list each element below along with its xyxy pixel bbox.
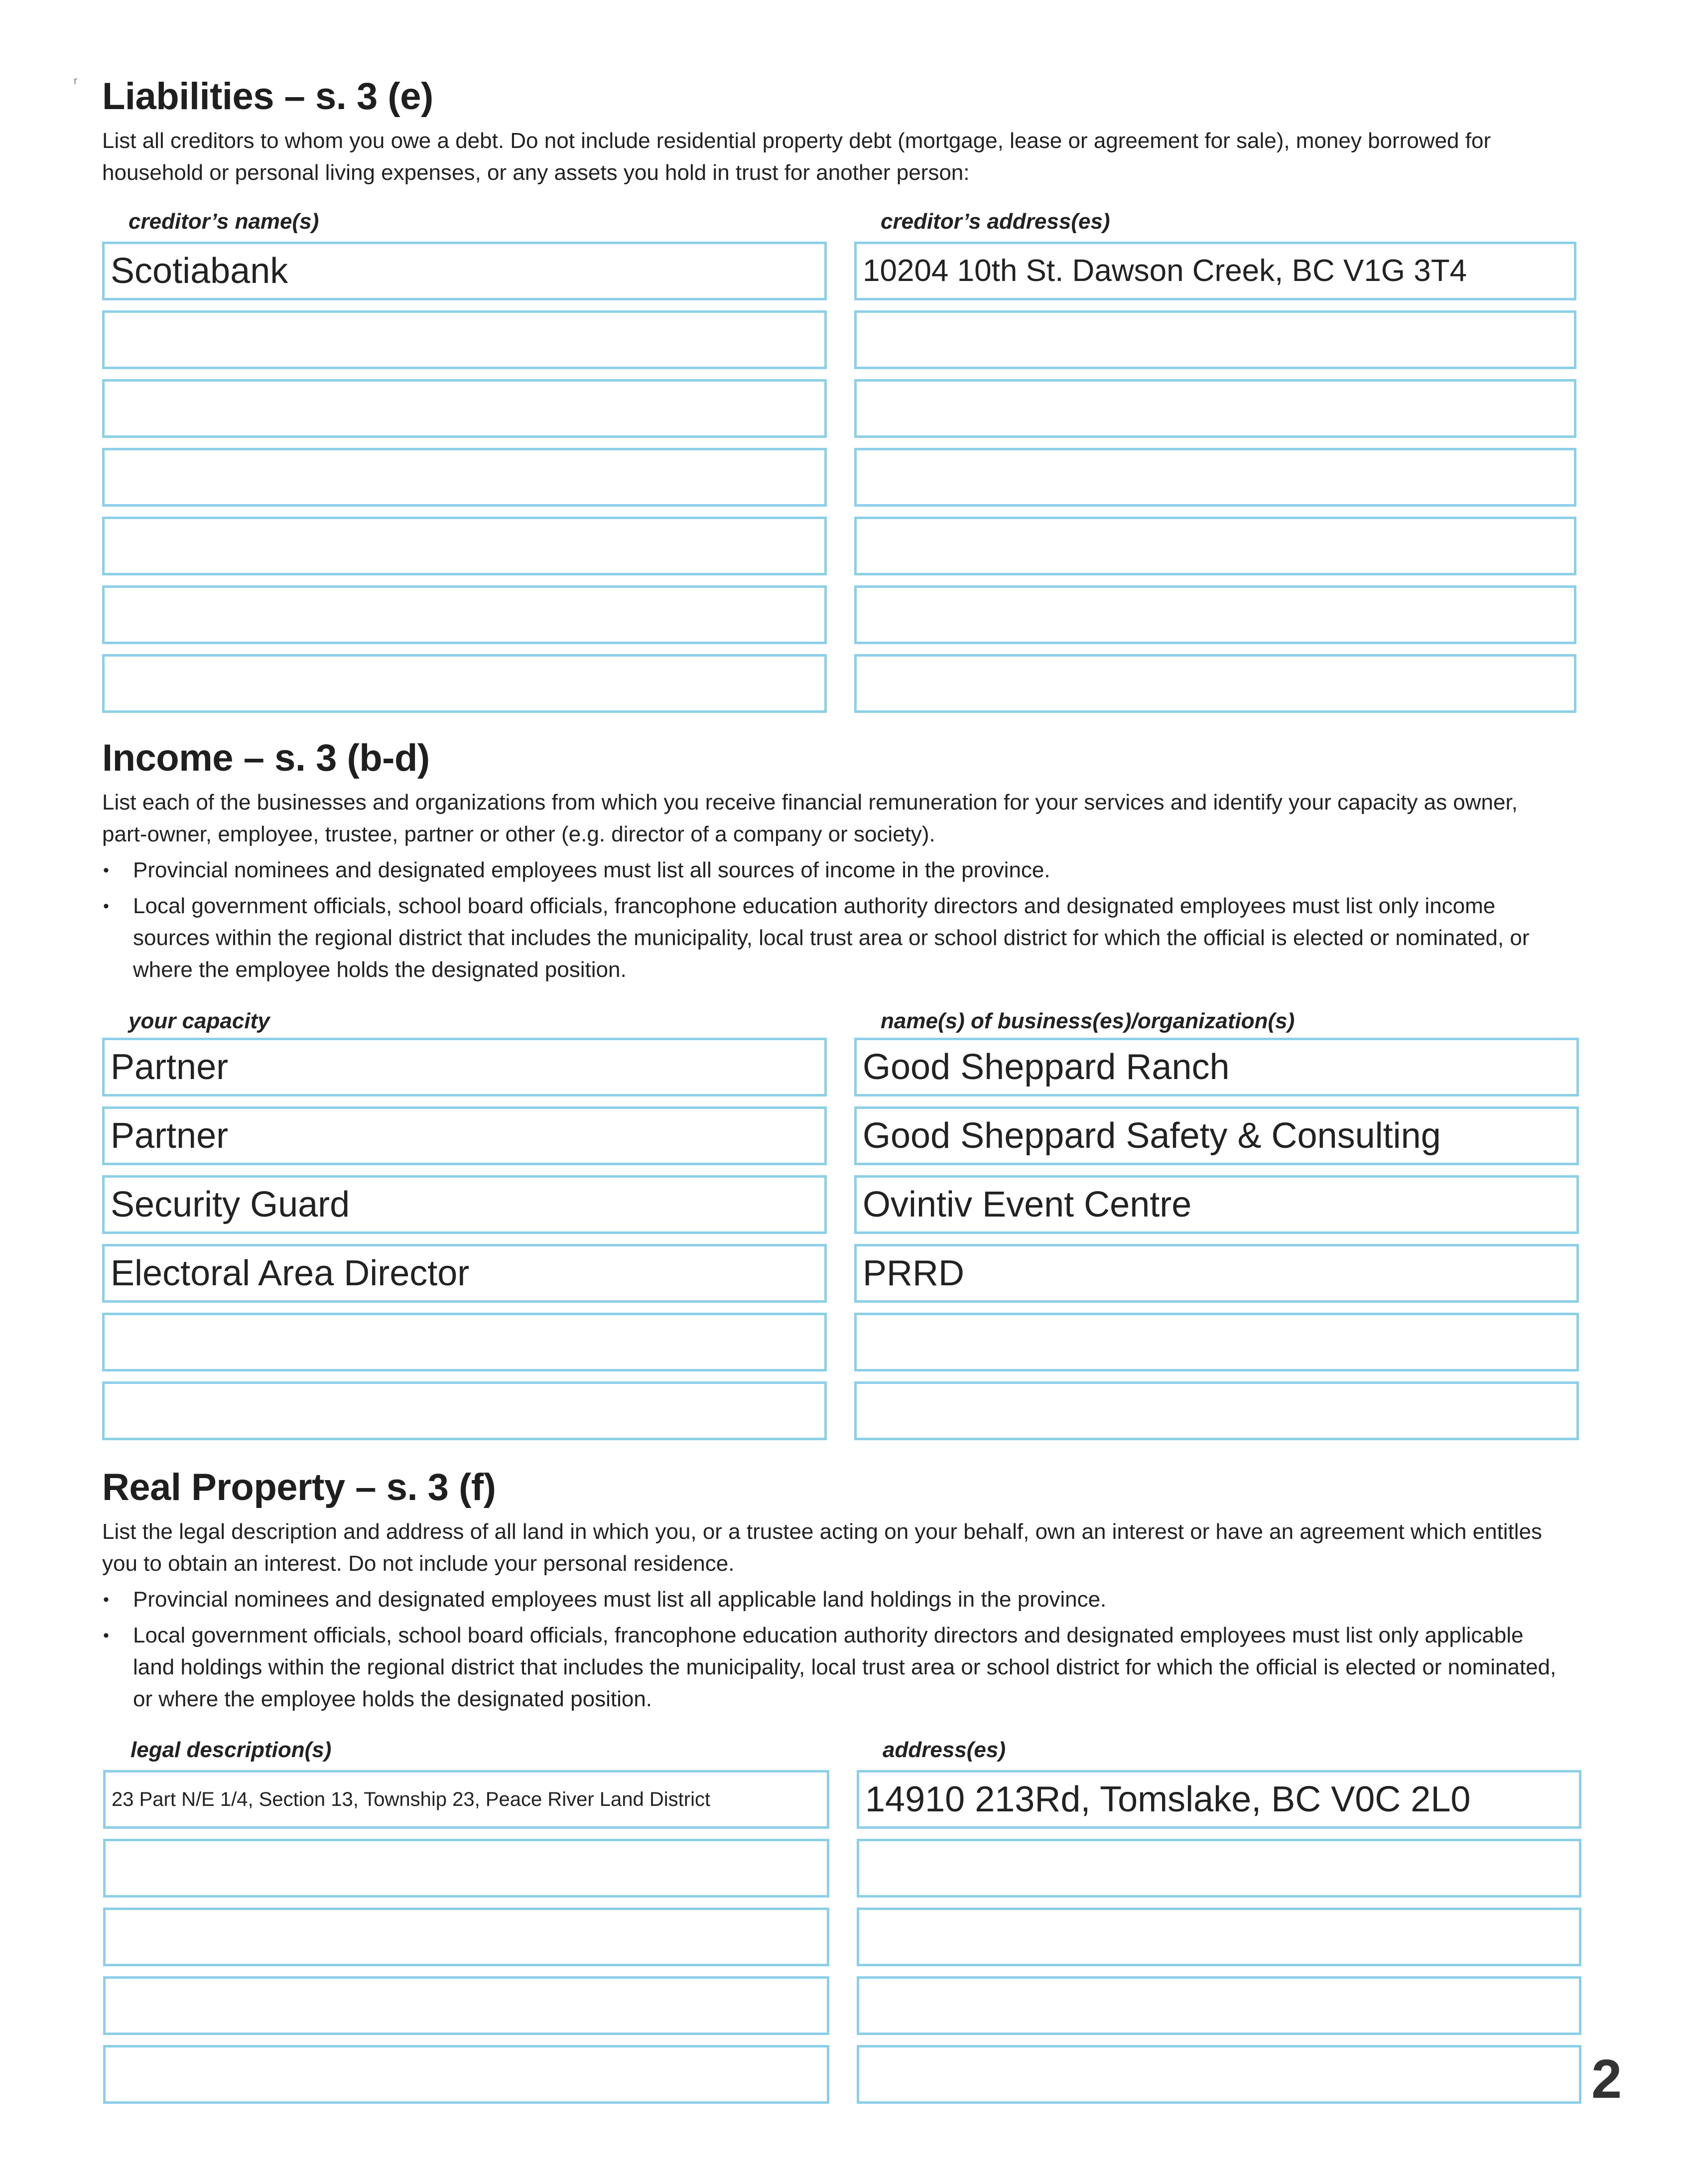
creditor-name-field[interactable] [102, 310, 827, 369]
organization-field[interactable] [854, 1381, 1579, 1440]
legal-description-field[interactable] [103, 1839, 829, 1898]
scan-mark: ʳ [74, 75, 78, 91]
property-address-field[interactable] [857, 1839, 1581, 1898]
capacity-field[interactable]: Electoral Area Director [102, 1244, 827, 1303]
property-address-field[interactable] [857, 1976, 1581, 2035]
creditor-address-field[interactable]: 10204 10th St. Dawson Creek, BC V1G 3T4 [854, 242, 1576, 300]
page-number: 2 [1591, 2048, 1622, 2110]
creditor-name-label: creditor’s name(s) [129, 209, 319, 234]
creditor-address-field[interactable] [854, 310, 1576, 369]
creditor-name-field[interactable] [102, 517, 827, 575]
creditor-name-field[interactable]: Scotiabank [102, 242, 827, 300]
income-bullets [102, 854, 1576, 986]
real-property-section [102, 1466, 1576, 1715]
organization-field[interactable]: Ovintiv Event Centre [854, 1175, 1579, 1234]
property-address-label: address(es) [883, 1738, 1006, 1762]
income-section [102, 736, 1576, 986]
income-title: Income – s. 3 (b-d) [102, 737, 430, 779]
capacity-field[interactable]: Security Guard [102, 1175, 827, 1234]
organization-field[interactable]: Good Sheppard Ranch [854, 1038, 1579, 1096]
creditor-address-field[interactable] [854, 379, 1576, 438]
creditor-address-field[interactable] [854, 448, 1576, 507]
creditor-address-field[interactable] [854, 654, 1576, 713]
property-address-field[interactable] [857, 1908, 1581, 1966]
creditor-name-field[interactable] [102, 585, 827, 644]
real-property-bullet: • Local government officials, school board officials, francophone education authority directors and designated employees must list only applicable land holdings within the regional district that includes the municipality, local trust area or school district for which the official is elected or nominated, or where the employee holds the designated position. [102, 1620, 1567, 1715]
legal-description-field[interactable] [103, 2045, 829, 2104]
income-description: List each of the businesses and organizations from which you receive financial remuneration for your services and identify your capacity as owner, part-owner, employee, trustee, partner or other (e.g. director of a company or society). [102, 790, 1518, 846]
liabilities-title: Liabilities – s. 3 (e) [102, 75, 433, 118]
organization-label: name(s) of business(es)/organization(s) [881, 1009, 1295, 1033]
organization-field[interactable]: Good Sheppard Safety & Consulting [854, 1106, 1579, 1165]
creditor-name-field[interactable] [102, 379, 827, 438]
legal-description-field[interactable]: 23 Part N/E 1/4, Section 13, Township 23, Peace River Land District [103, 1770, 829, 1829]
creditor-address-label: creditor’s address(es) [881, 209, 1110, 234]
creditor-address-field[interactable] [854, 517, 1576, 575]
income-bullet: • Provincial nominees and designated employees must list all sources of income in the province. [102, 854, 1567, 886]
capacity-field[interactable]: Partner [102, 1038, 827, 1096]
organization-field[interactable]: PRRD [854, 1244, 1579, 1303]
capacity-label: your capacity [129, 1009, 270, 1033]
liabilities-description: List all creditors to whom you owe a debt. Do not include residential property debt (mortgage, lease or agreement for sale), money borrowed for household or personal living expenses, or any assets you hold in trust for another person: [102, 129, 1491, 185]
capacity-field[interactable] [102, 1381, 827, 1440]
creditor-name-field[interactable] [102, 654, 827, 713]
real-property-description: List the legal description and address of all land in which you, or a trustee acting on your behalf, own an interest or have an agreement which entitles you to obtain an interest. Do not include your personal residence. [102, 1519, 1543, 1576]
legal-description-field[interactable] [103, 1908, 829, 1966]
legal-description-field[interactable] [103, 1976, 829, 2035]
legal-description-label: legal description(s) [130, 1738, 332, 1762]
organization-field[interactable] [854, 1313, 1579, 1371]
income-bullet: • Local government officials, school board officials, francophone education authority directors and designated employees must list only income sources within the regional district that includes the municipality, local trust area or school district for which the official is elected or nominated, or where the employee holds the designated position. [102, 890, 1567, 986]
capacity-field[interactable] [102, 1313, 827, 1371]
creditor-address-field[interactable] [854, 585, 1576, 644]
liabilities-section [102, 75, 1576, 189]
real-property-bullet: • Provincial nominees and designated employees must list all applicable land holdings in the province. [102, 1584, 1567, 1616]
real-property-title: Real Property – s. 3 (f) [102, 1466, 496, 1508]
creditor-name-field[interactable] [102, 448, 827, 507]
property-address-field[interactable]: 14910 213Rd, Tomslake, BC V0C 2L0 [857, 1770, 1581, 1829]
property-address-field[interactable] [857, 2045, 1581, 2104]
capacity-field[interactable]: Partner [102, 1106, 827, 1165]
real-property-bullets [102, 1584, 1576, 1715]
